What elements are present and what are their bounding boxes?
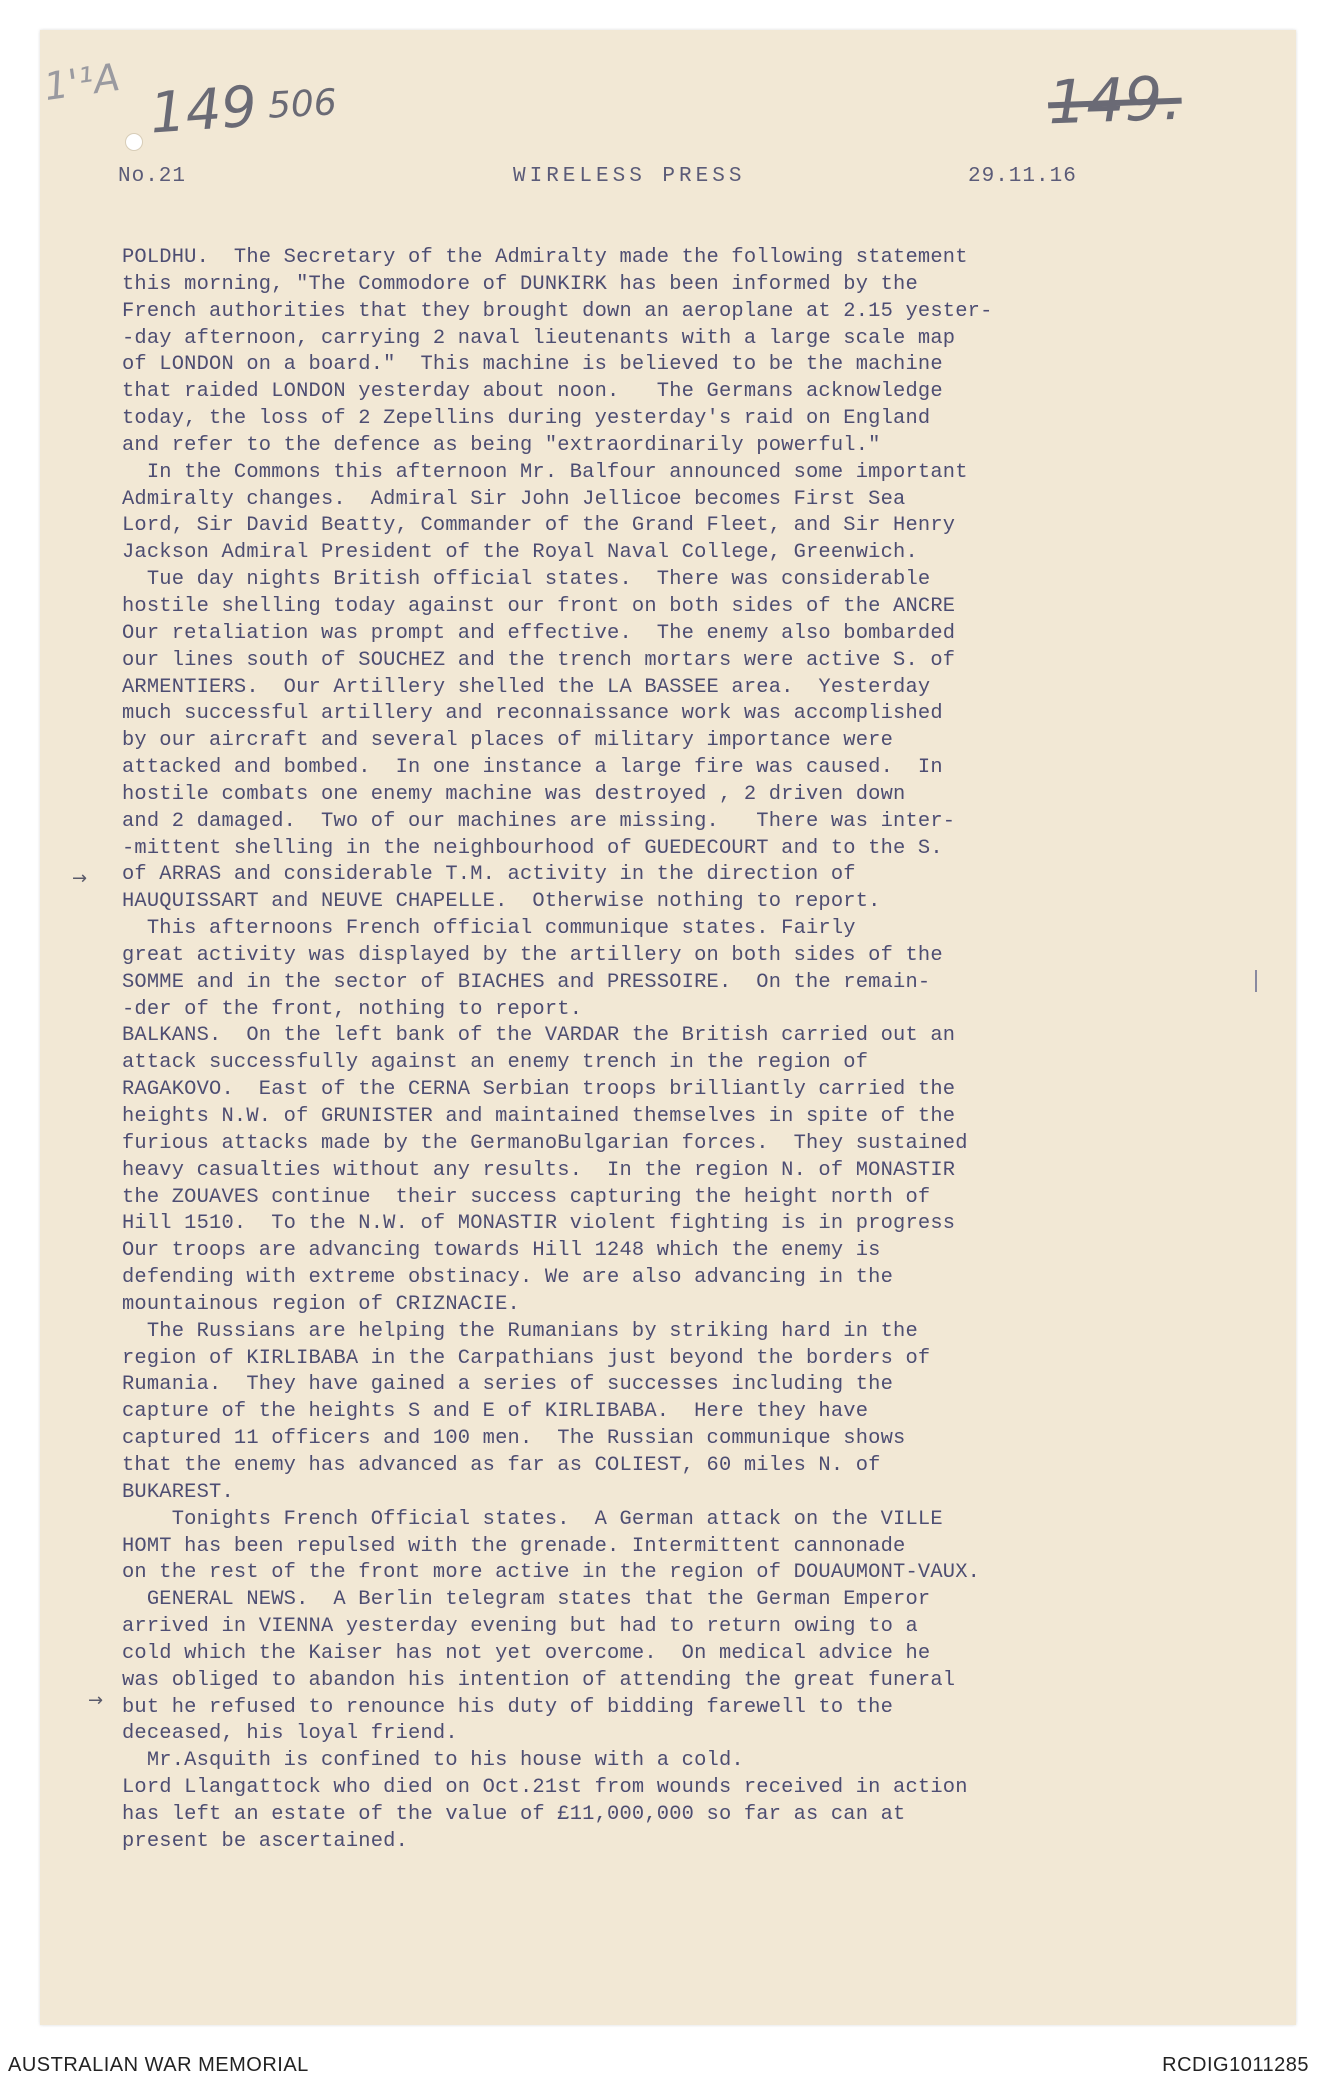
text-line: In the Commons this afternoon Mr. Balfour announced some important	[122, 460, 968, 484]
text-line: BUKAREST.	[122, 1480, 234, 1504]
text-line: on the rest of the front more active in the region of DOUAUMONT-VAUX.	[122, 1561, 981, 1585]
text-line: that raided LONDON yesterday about noon. The Germans acknowledge	[122, 380, 943, 404]
text-line: HAUQUISSART and NEUVE CHAPELLE. Otherwise nothing to report.	[122, 890, 881, 914]
text-line: of LONDON on a board." This machine is believed to be the machine	[122, 353, 943, 377]
text-line: attack successfully against an enemy trench in the region of	[122, 1051, 869, 1075]
text-line: Lord Llangattock who died on Oct.21st from wounds received in action	[122, 1776, 968, 1800]
margin-arrow-icon: →	[72, 868, 88, 889]
text-line: French authorities that they brought down an aeroplane at 2.15 yester-	[122, 299, 993, 323]
margin-tick	[1255, 970, 1257, 992]
text-line: the ZOUAVES continue their success capturing the height north of	[122, 1185, 931, 1209]
text-line: Jackson Admiral President of the Royal Naval College, Greenwich.	[122, 541, 918, 565]
archive-reference: RCDIG1011285	[1162, 2054, 1309, 2076]
text-line: present be ascertained.	[122, 1829, 409, 1853]
text-line: mountainous region of CRIZNACIE.	[122, 1292, 520, 1316]
text-line: attacked and bombed. In one instance a large fire was caused. In	[122, 756, 943, 780]
text-line: that the enemy has advanced as far as COLIEST, 60 miles N. of	[122, 1453, 881, 1477]
punch-hole	[125, 133, 143, 151]
text-line: Admiralty changes. Admiral Sir John Jellicoe becomes First Sea	[122, 487, 906, 511]
text-line: region of KIRLIBABA in the Carpathians just beyond the borders of	[122, 1346, 931, 1370]
text-line: BALKANS. On the left bank of the VARDAR the British carried out an	[122, 1024, 956, 1048]
folio-number-right: 149.	[1046, 63, 1183, 139]
text-line: Rumania. They have gained a series of successes including the	[122, 1373, 894, 1397]
text-line: was obliged to abandon his intention of attending the great funeral	[122, 1668, 956, 1692]
folio-number-secondary: 506	[266, 82, 338, 127]
archive-name: AUSTRALIAN WAR MEMORIAL	[8, 2054, 309, 2076]
text-line: Tue day nights British official states. There was considerable	[122, 568, 931, 592]
text-line: RAGAKOVO. East of the CERNA Serbian troops brilliantly carried the	[122, 1078, 956, 1102]
margin-scribble: 1'¹A	[41, 54, 123, 110]
text-line: captured 11 officers and 100 men. The Russian communique shows	[122, 1427, 906, 1451]
text-line: heights N.W. of GRUNISTER and maintained themselves in spite of the	[122, 1105, 956, 1128]
body-text	[122, 245, 1242, 1856]
text-line: GENERAL NEWS. A Berlin telegram states that the German Emperor	[122, 1588, 931, 1612]
text-line: Our troops are advancing towards Hill 1248 which the enemy is	[122, 1239, 881, 1263]
text-line: furious attacks made by the GermanoBulgarian forces. They sustained	[122, 1131, 968, 1155]
text-line: HOMT has been repulsed with the grenade. Intermittent cannonade	[122, 1534, 906, 1558]
archive-footer	[0, 2050, 1321, 2081]
text-line: SOMME and in the sector of BIACHES and PRESSOIRE. On the remain-	[122, 970, 931, 994]
text-line: cold which the Kaiser has not yet overcome. On medical advice he	[122, 1641, 931, 1665]
text-line: -mittent shelling in the neighbourhood of GUEDECOURT and to the S.	[122, 836, 943, 860]
text-line: and 2 damaged. Two of our machines are missing. There was inter-	[122, 809, 956, 833]
text-line: Lord, Sir David Beatty, Commander of the Grand Fleet, and Sir Henry	[122, 514, 956, 538]
issue-number: No.21	[118, 165, 187, 188]
text-line: hostile shelling today against our front on both sides of the ANCRE	[122, 594, 956, 618]
text-line: Our retaliation was prompt and effective. The enemy also bombarded	[122, 621, 956, 645]
text-line: today, the loss of 2 Zepellins during yesterday's raid on England	[122, 407, 931, 431]
text-line: arrived in VIENNA yesterday evening but had to return owing to a	[122, 1615, 918, 1639]
document-date: 29.11.16	[968, 165, 1077, 188]
text-line: great activity was displayed by the artillery on both sides of the	[122, 943, 943, 967]
folio-number-left: 149	[147, 74, 260, 147]
document-title: WIRELESS PRESS	[513, 165, 746, 188]
text-line: capture of the heights S and E of KIRLIBABA. Here they have	[122, 1400, 869, 1424]
text-line: Mr.Asquith is confined to his house with a cold.	[122, 1749, 744, 1773]
text-line: much successful artillery and reconnaissance work was accomplished	[122, 702, 943, 726]
margin-arrow-icon: →	[88, 1690, 104, 1711]
text-line: deceased, his loyal friend.	[122, 1722, 458, 1746]
text-line: This afternoons French official communique states. Fairly	[122, 917, 856, 941]
text-line: Hill 1510. To the N.W. of MONASTIR violent fighting is in progress	[122, 1212, 956, 1236]
text-line: -day afternoon, carrying 2 naval lieutenants with a large scale map	[122, 326, 956, 350]
text-line: -der of the front, nothing to report.	[122, 997, 583, 1021]
text-line: this morning, "The Commodore of DUNKIRK has been informed by the	[122, 272, 918, 296]
text-line: defending with extreme obstinacy. We are also advancing in the	[122, 1266, 894, 1290]
text-line: our lines south of SOUCHEZ and the trench mortars were active S. of	[122, 648, 956, 672]
text-line: and refer to the defence as being "extraordinarily powerful."	[122, 433, 881, 457]
text-line: by our aircraft and several places of military importance were	[122, 729, 894, 753]
text-line: ARMENTIERS. Our Artillery shelled the LA BASSEE area. Yesterday	[122, 675, 931, 699]
text-line: POLDHU. The Secretary of the Admiralty made the following statement	[122, 246, 968, 269]
text-line: The Russians are helping the Rumanians by striking hard in the	[122, 1319, 918, 1343]
text-line: Tonights French Official states. A German attack on the VILLE	[122, 1507, 943, 1531]
text-line: hostile combats one enemy machine was destroyed , 2 driven down	[122, 782, 906, 806]
text-line: of ARRAS and considerable T.M. activity in the direction of	[122, 863, 856, 887]
text-line: has left an estate of the value of £11,000,000 so far as can at	[122, 1802, 906, 1826]
text-line: heavy casualties without any results. In the region N. of MONASTIR	[122, 1158, 956, 1182]
text-line: but he refused to renounce his duty of bidding farewell to the	[122, 1695, 894, 1719]
